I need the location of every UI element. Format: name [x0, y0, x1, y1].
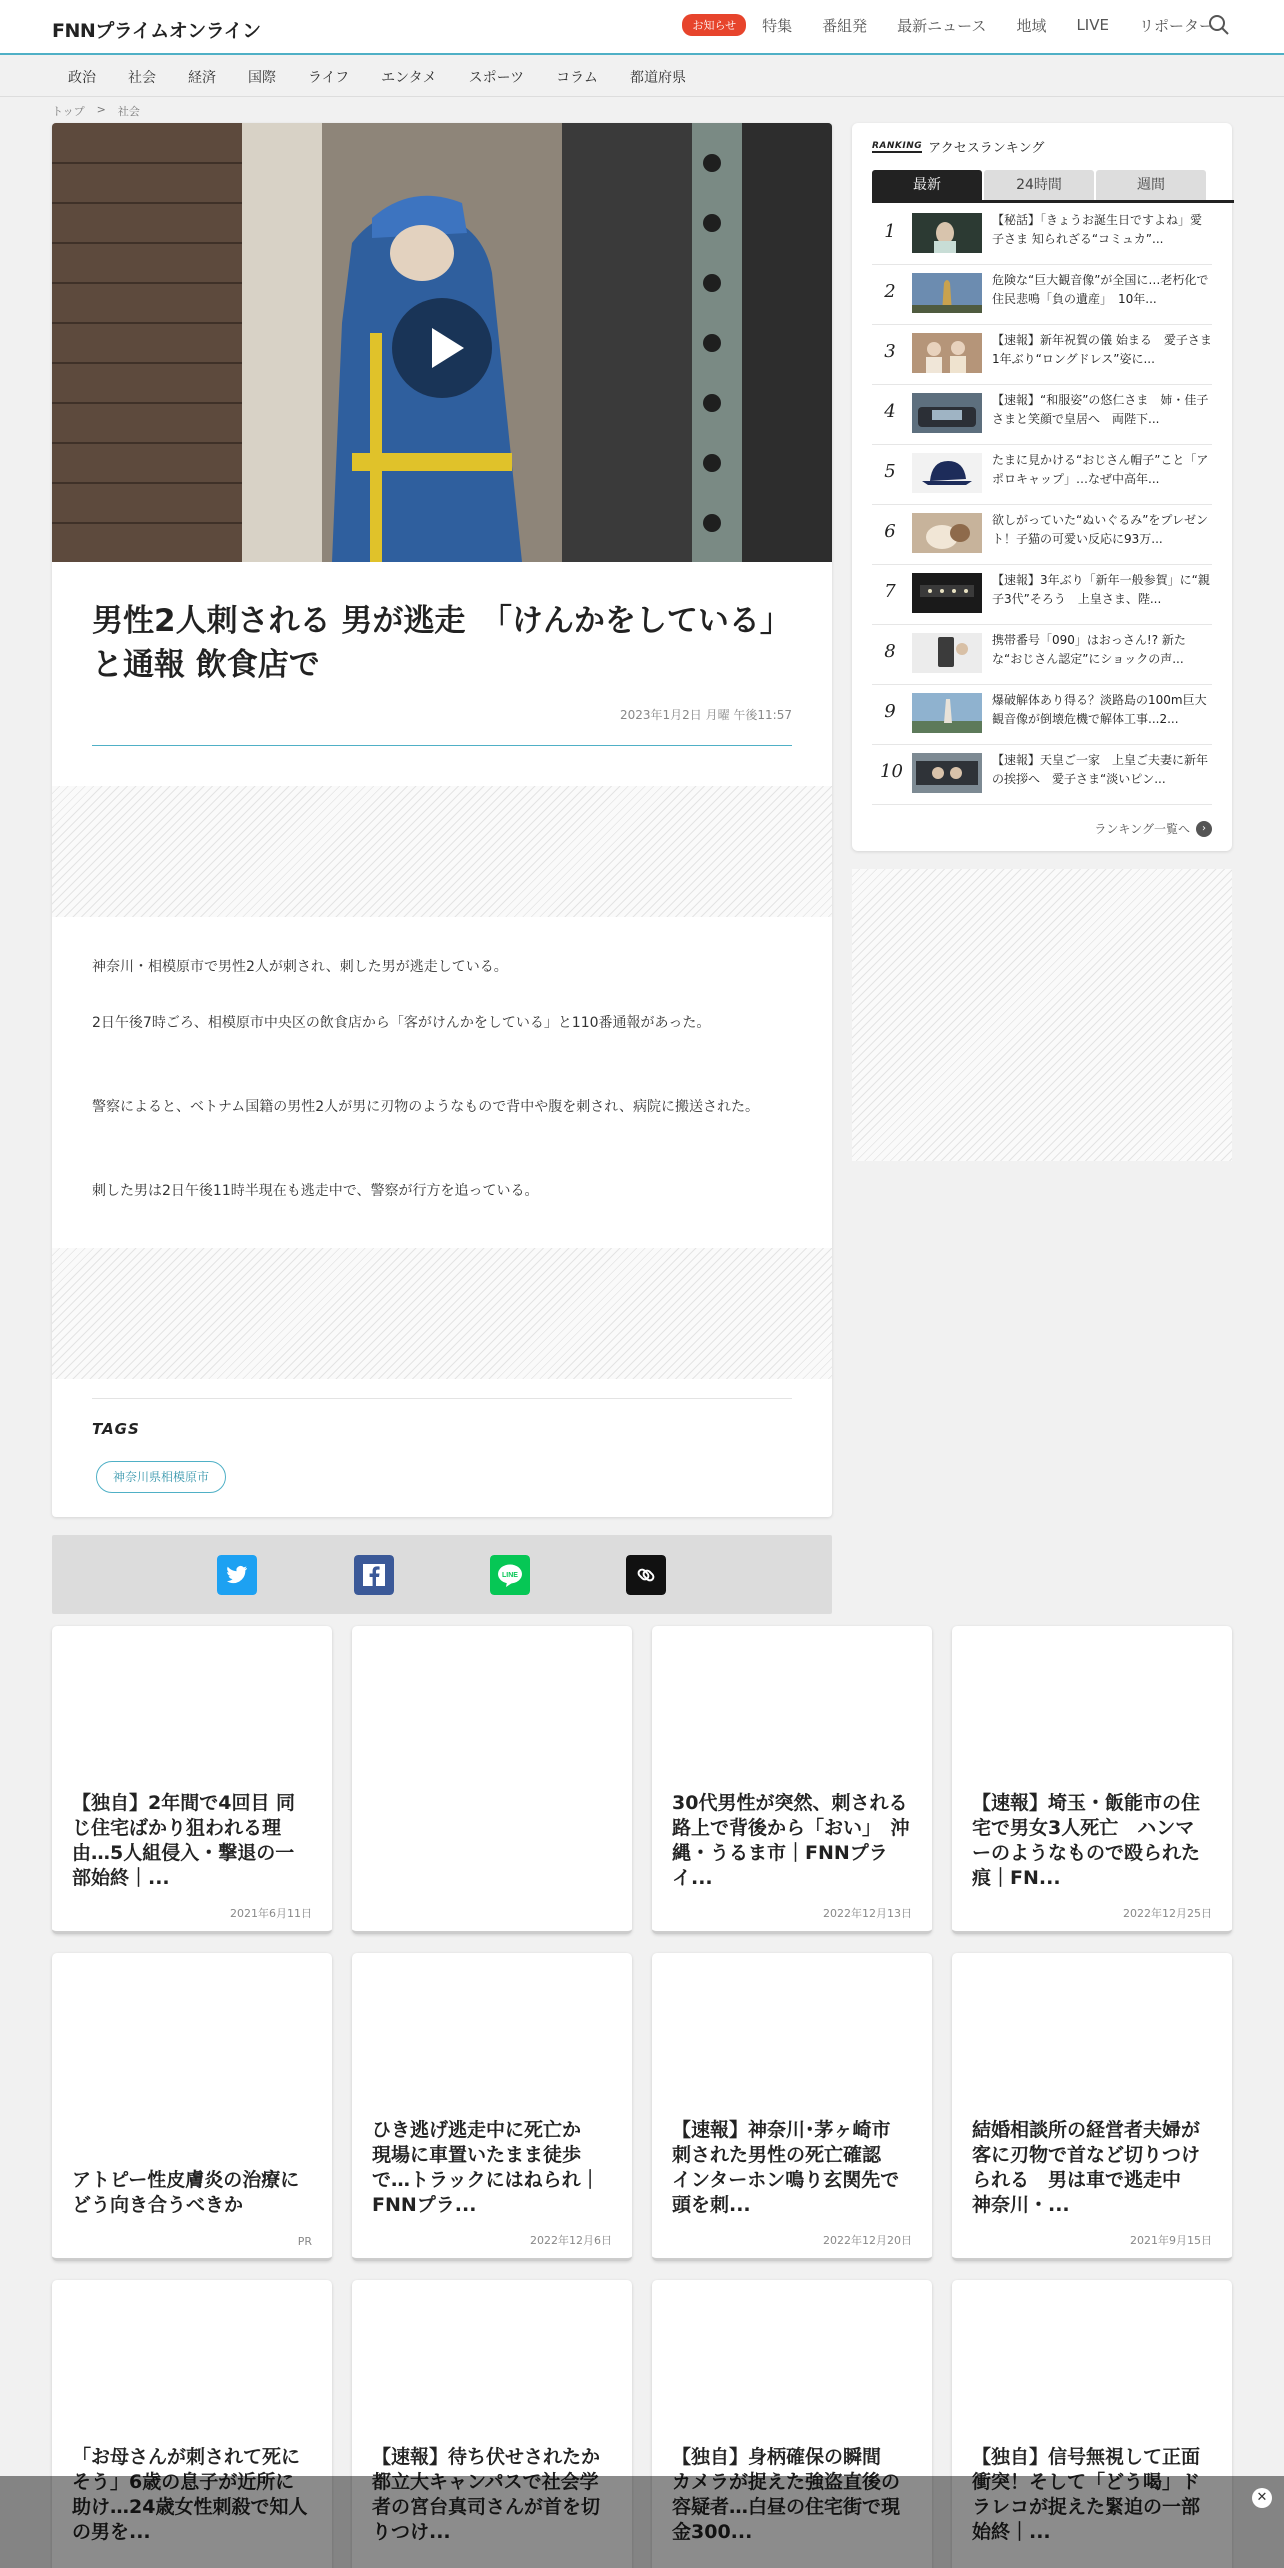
- related-card[interactable]: [952, 1953, 1232, 2261]
- related-card-title: ひき逃げ逃走中に死亡か 現場に車置いたまま徒歩で…トラックにはねられ｜FNNプラ...: [372, 2119, 601, 2216]
- ranking-title: 【速報】3年ぶり「新年一般参賀」に“親子3代”そろう 上皇さま、陛...: [992, 573, 1210, 606]
- breadcrumb-current[interactable]: 社会: [117, 105, 140, 118]
- category-column[interactable]: コラム: [556, 70, 598, 86]
- related-card-title: 30代男性が突然、刺される 路上で背後から「おい」 沖縄・うるま市｜FNNプライ...: [672, 1792, 927, 1889]
- tags-heading: TAGS: [92, 1420, 140, 1438]
- ranking-title: 爆破解体あり得る？淡路島の100m巨大観音像が倒壊危機で解体工事...2...: [992, 693, 1207, 726]
- ranking-item[interactable]: [872, 565, 1212, 625]
- ranking-thumbnail: [912, 333, 982, 373]
- category-life[interactable]: ライフ: [308, 70, 350, 86]
- nav-item-live[interactable]: LIVE: [1076, 16, 1109, 34]
- ranking-item[interactable]: [872, 325, 1212, 385]
- article-title: 男性2人刺される 男が逃走 「けんかをしている」と通報 飲食店で: [92, 603, 791, 683]
- ranking-item[interactable]: [872, 445, 1212, 505]
- global-nav: [682, 14, 1214, 36]
- tab-weekly[interactable]: 週間: [1096, 170, 1206, 200]
- related-card-title: 【速報】神奈川･茅ヶ崎市 刺された男性の死亡確認 インターホン鳴り玄関先で頭を刺...: [672, 2119, 910, 2216]
- category-nav: [0, 57, 1284, 97]
- ranking-thumbnail: [912, 573, 982, 613]
- ranking-item[interactable]: [872, 385, 1212, 445]
- ranking-heading: アクセスランキング: [928, 141, 1045, 156]
- tab-latest[interactable]: 最新: [872, 170, 982, 200]
- category-prefectures[interactable]: 都道府県: [629, 70, 686, 86]
- article-paragraph: 神奈川・相模原市で男性2人が刺され、刺した男が逃走している。: [92, 959, 508, 975]
- search-icon[interactable]: [1208, 14, 1230, 36]
- article-paragraph: 警察によると、ベトナム国籍の男性2人が男に刃物のようなもので背中や腹を刺され、病院に搬送された。: [92, 1099, 760, 1115]
- rank-number: 2: [884, 281, 896, 302]
- tags-divider: [92, 1398, 792, 1399]
- facebook-icon[interactable]: [354, 1555, 394, 1595]
- rank-number: 3: [884, 341, 896, 362]
- ranking-thumbnail: [912, 513, 982, 553]
- share-bar: [52, 1535, 832, 1614]
- ranking-title: 【速報】“和服姿”の悠仁さま 姉・佳子さまと笑顔で皇居へ 両陛下...: [992, 393, 1209, 426]
- article-date: 2023年1月2日 月曜 午後11:57: [619, 708, 792, 722]
- ranking-title: たまに見かける“おじさん帽子”こと「アポロキャップ」…なぜ中高年...: [992, 453, 1209, 486]
- ranking-item[interactable]: [872, 685, 1212, 745]
- related-card-title: 【独自】2年間で4回目 同じ住宅ばかり狙われる理由…5人組侵入・撃退の一部始終｜...: [72, 1792, 296, 1889]
- related-card-title: 【速報】待ち伏せされたか 都立大キャンパスで社会学者の宮台真司さんが首を切りつけ...: [372, 2446, 620, 2543]
- ranking-item[interactable]: [872, 625, 1212, 685]
- related-card[interactable]: [352, 1626, 632, 1934]
- related-card[interactable]: [652, 1626, 932, 1934]
- rank-number: 5: [884, 461, 896, 482]
- related-card-date: 2022年12月13日: [823, 1907, 912, 1920]
- article-card: [52, 123, 832, 1517]
- related-card[interactable]: [652, 1953, 932, 2261]
- ranking-title: 携帯番号「090」はおっさん!? 新たな“おじさん認定”にショックの声...: [992, 633, 1186, 666]
- related-card-date: 2022年12月20日: [823, 2234, 912, 2247]
- nav-item-reporter[interactable]: リポーター: [1138, 16, 1214, 35]
- ranking-item[interactable]: [872, 205, 1212, 265]
- related-card-date: 2021年6月11日: [230, 1907, 312, 1920]
- related-card-title: 結婚相談所の経営者夫婦が客に刃物で首など切りつけられる 男は車で逃走中 神奈川・...: [972, 2119, 1201, 2216]
- related-card-date: 2021年9月15日: [1130, 2234, 1212, 2247]
- close-icon[interactable]: ✕: [1252, 2488, 1272, 2508]
- breadcrumb-separator: >: [96, 103, 106, 116]
- rank-number: 9: [884, 701, 896, 722]
- rank-number: 8: [884, 641, 896, 662]
- article-paragraph: 刺した男は2日午後11時半現在も逃走中で、警察が行方を追っている。: [92, 1183, 539, 1199]
- related-card[interactable]: [52, 1953, 332, 2261]
- related-card-title: 【独自】信号無視して正面衝突！そして「どう喝」ドラレコが捉えた緊迫の一部始終｜...: [972, 2446, 1201, 2543]
- ranking-title: 【速報】新年祝賀の儀 始まる 愛子さま1年ぶり“ロングドレス”姿に...: [992, 333, 1212, 366]
- ranking-item[interactable]: [872, 265, 1212, 325]
- rank-number: 6: [884, 521, 896, 542]
- rank-number: 7: [884, 581, 896, 602]
- tab-24h[interactable]: 24時間: [984, 170, 1094, 200]
- related-card-pr-label: PR: [297, 2235, 312, 2248]
- related-card[interactable]: [952, 1626, 1232, 1934]
- related-card-title: 「お母さんが刺されて死にそう」6歳の息子が近所に助け…24歳女性刺殺で知人の男を...: [72, 2446, 308, 2543]
- ranking-header: [872, 137, 1044, 156]
- ranking-tabs: [872, 170, 1234, 203]
- ranking-thumbnail: [912, 753, 982, 793]
- notice-badge[interactable]: お知らせ: [682, 14, 746, 36]
- rank-number: 1: [884, 221, 896, 242]
- related-card-title: 【速報】埼玉・飯能市の住宅で男女3人死亡 ハンマーのようなもので殴られた痕｜FN...: [972, 1792, 1201, 1889]
- ranking-thumbnail: [912, 453, 982, 493]
- ad-slot-top: [52, 786, 832, 917]
- arrow-right-icon: ›: [1196, 821, 1212, 837]
- ranking-more-label: ランキング一覧へ: [1094, 822, 1190, 836]
- ranking-title: 危険な“巨大観音像”が全国に…老朽化で住民悲鳴「負の遺産」 10年...: [992, 273, 1209, 306]
- article-paragraph: 2日午後7時ごろ、相模原市中央区の飲食店から「客がけんかをしている」と110番通報があった。: [92, 1015, 711, 1031]
- ranking-panel: [852, 123, 1232, 851]
- category-politics[interactable]: 政治: [68, 70, 96, 86]
- related-card-title: アトピー性皮膚炎の治療にどう向き合うべきか: [72, 2169, 300, 2216]
- twitter-icon[interactable]: [217, 1555, 257, 1595]
- category-international[interactable]: 国際: [248, 70, 276, 86]
- rank-number: 10: [880, 761, 903, 782]
- line-icon[interactable]: [490, 1555, 530, 1595]
- rank-number: 4: [884, 401, 896, 422]
- ranking-item[interactable]: [872, 745, 1212, 805]
- related-card[interactable]: [52, 1626, 332, 1934]
- nav-item-feature[interactable]: 特集: [762, 16, 793, 35]
- ranking-title: 【速報】天皇ご一家 上皇ご夫妻に新年の挨拶へ 愛子さま“淡いピン...: [992, 753, 1209, 786]
- ranking-thumbnail: [912, 213, 982, 253]
- svg-text:LINE: LINE: [502, 1572, 518, 1579]
- article-video[interactable]: [52, 123, 832, 562]
- copy-link-icon[interactable]: [626, 1555, 666, 1595]
- related-card-title: 【独自】身柄確保の瞬間 カメラが捉えた強盗直後の容疑者…白昼の住宅街で現金300...: [672, 2446, 901, 2543]
- category-economy[interactable]: 経済: [188, 70, 216, 86]
- title-divider: [92, 745, 792, 746]
- site-logo[interactable]: FNNプライムオンライン: [52, 20, 261, 42]
- breadcrumb: [52, 103, 140, 119]
- ranking-more-link[interactable]: [1094, 820, 1212, 837]
- ranking-thumbnail: [912, 393, 982, 433]
- nav-item-region[interactable]: 地域: [1016, 16, 1047, 35]
- ranking-thumbnail: [912, 633, 982, 673]
- category-society[interactable]: 社会: [128, 70, 156, 86]
- related-card[interactable]: [352, 1953, 632, 2261]
- ranking-badge: RANKING: [872, 140, 923, 151]
- nav-item-programs[interactable]: 番組発: [822, 16, 868, 35]
- related-card-date: 2022年12月6日: [530, 2234, 612, 2247]
- sidebar-ad-slot: [852, 869, 1232, 1161]
- ranking-title: 欲しがっていた“ぬいぐるみ”をプレゼント！子猫の可愛い反応に93万...: [992, 513, 1208, 546]
- category-entertainment[interactable]: エンタメ: [381, 70, 437, 86]
- tag-chip[interactable]: 神奈川県相模原市: [96, 1461, 226, 1493]
- ranking-thumbnail: [912, 273, 982, 313]
- nav-item-latest-news[interactable]: 最新ニュース: [897, 16, 987, 35]
- ranking-item[interactable]: [872, 505, 1212, 565]
- ad-slot-bottom: [52, 1248, 832, 1379]
- ranking-thumbnail: [912, 693, 982, 733]
- breadcrumb-home[interactable]: トップ: [52, 105, 85, 118]
- ranking-title: 【秘話】「きょうお誕生日ですよね」愛子さま 知られざる“コミュカ”...: [992, 213, 1203, 246]
- site-header: [0, 0, 1284, 55]
- play-icon[interactable]: [392, 298, 492, 398]
- bottom-ad-overlay: [0, 2476, 1284, 2568]
- category-sports[interactable]: スポーツ: [468, 70, 525, 86]
- related-card-date: 2022年12月25日: [1123, 1907, 1212, 1920]
